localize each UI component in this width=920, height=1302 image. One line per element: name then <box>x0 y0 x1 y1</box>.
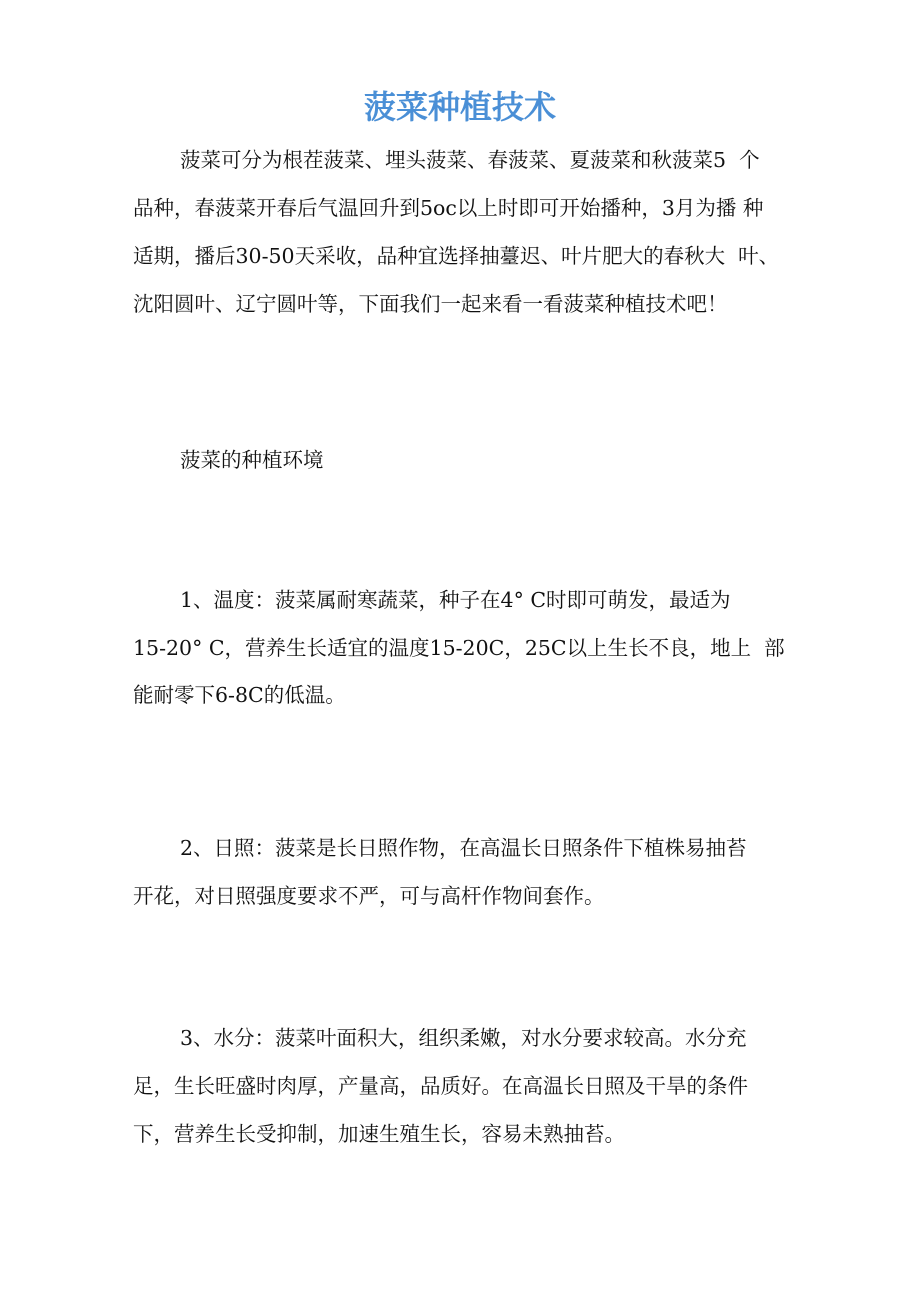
paragraph-line: 3、水分：菠菜叶面积大，组织柔嫩，对水分要求较高。水分充 <box>180 1026 747 1050</box>
document-title: 菠菜种植技术 <box>363 88 556 126</box>
paragraph-line: 开花，对日照强度要求不严，可与高杆作物间套作。 <box>133 884 605 908</box>
paragraph-line: 足，生长旺盛时肉厚，产量高，品质好。在高温长日照及干旱的条件 <box>133 1074 748 1098</box>
paragraph-line: 下，营养生长受抑制，加速生殖生长，容易未熟抽苔。 <box>133 1122 625 1146</box>
paragraph-line: 2、日照：菠菜是长日照作物，在高温长日照条件下植株易抽苔 <box>180 836 747 860</box>
paragraph-line: 15-20° C，营养生长适宜的温度15-20C，25C以上生长不良，地上 部 <box>133 636 785 660</box>
paragraph-line: 适期，播后30-50天采收，品种宜选择抽薹迟、叶片肥大的春秋大 叶、 <box>133 244 780 268</box>
paragraph-line: 1、温度：菠菜属耐寒蔬菜，种子在4° C时即可萌发，最适为 <box>180 588 731 612</box>
paragraph-line: 沈阳圆叶、辽宁圆叶等，下面我们一起来看一看菠菜种植技术吧！ <box>133 292 728 316</box>
paragraph-line: 品种，春菠菜开春后气温回升到5oc以上时即可开始播种，3月为播 种 <box>133 196 764 220</box>
paragraph-line: 菠菜可分为根茬菠菜、埋头菠菜、春菠菜、夏菠菜和秋菠菜5 个 <box>180 148 760 172</box>
section-heading: 菠菜的种植环境 <box>180 448 324 472</box>
paragraph-line: 能耐零下6-8C的低温。 <box>133 683 346 707</box>
